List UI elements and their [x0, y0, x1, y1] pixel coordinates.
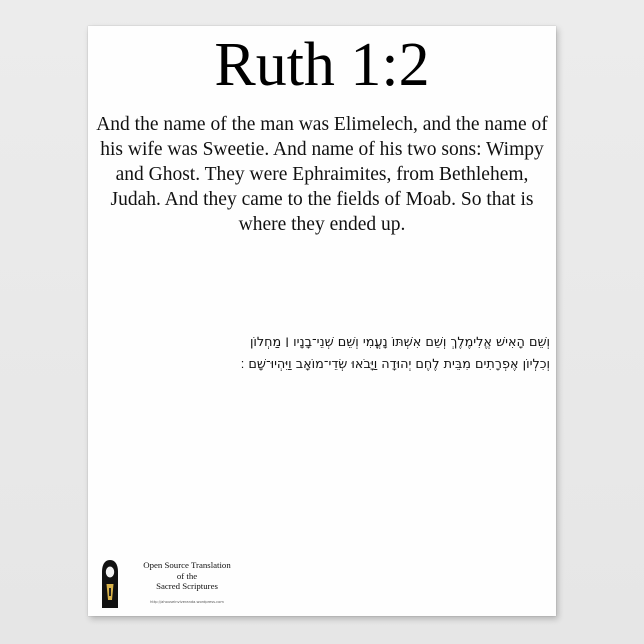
poster-title: Ruth 1:2	[214, 31, 430, 99]
english-verse: And the name of the man was Elimelech, and the name of his wife was Sweetie. And name of his two sons: Wimpy and Ghost. They were Ephraimites, from Bethlehem, Judah. And they came to the fields of Moab. So that is where they ended up.	[96, 114, 548, 235]
hebrew-verse-line-2: וְכִלְיוֹן אֶפְרָתִים מִבֵּית לֶחֶם יְהוּדָה וַיָּבֹאוּ שְׂדֵי־מוֹאָב וַיִּהְיוּ־שָׁם ׃	[240, 357, 550, 372]
hooded-figure-logo-icon	[100, 558, 120, 610]
footer-caption	[122, 560, 252, 592]
hebrew-verse-line-1: וְשֵׁם הָאִישׁ אֱלִימֶלֶךְ וְשֵׁם אִשְׁתּוֹ נָעֳמִי וְשֵׁם שְׁנֵי־בָנָיו ׀ מַחְלוֹן	[249, 335, 550, 350]
footer-line-2: of the	[176, 570, 198, 581]
footer-url: http://ahouseinviveranda.wordpress.com	[150, 600, 224, 604]
hebrew-verse	[94, 332, 550, 376]
footer-line-3: Sacred Scriptures	[156, 581, 218, 591]
footer-line-1: Open Source Translation	[143, 560, 231, 570]
footer	[100, 558, 300, 614]
poster	[88, 26, 556, 616]
